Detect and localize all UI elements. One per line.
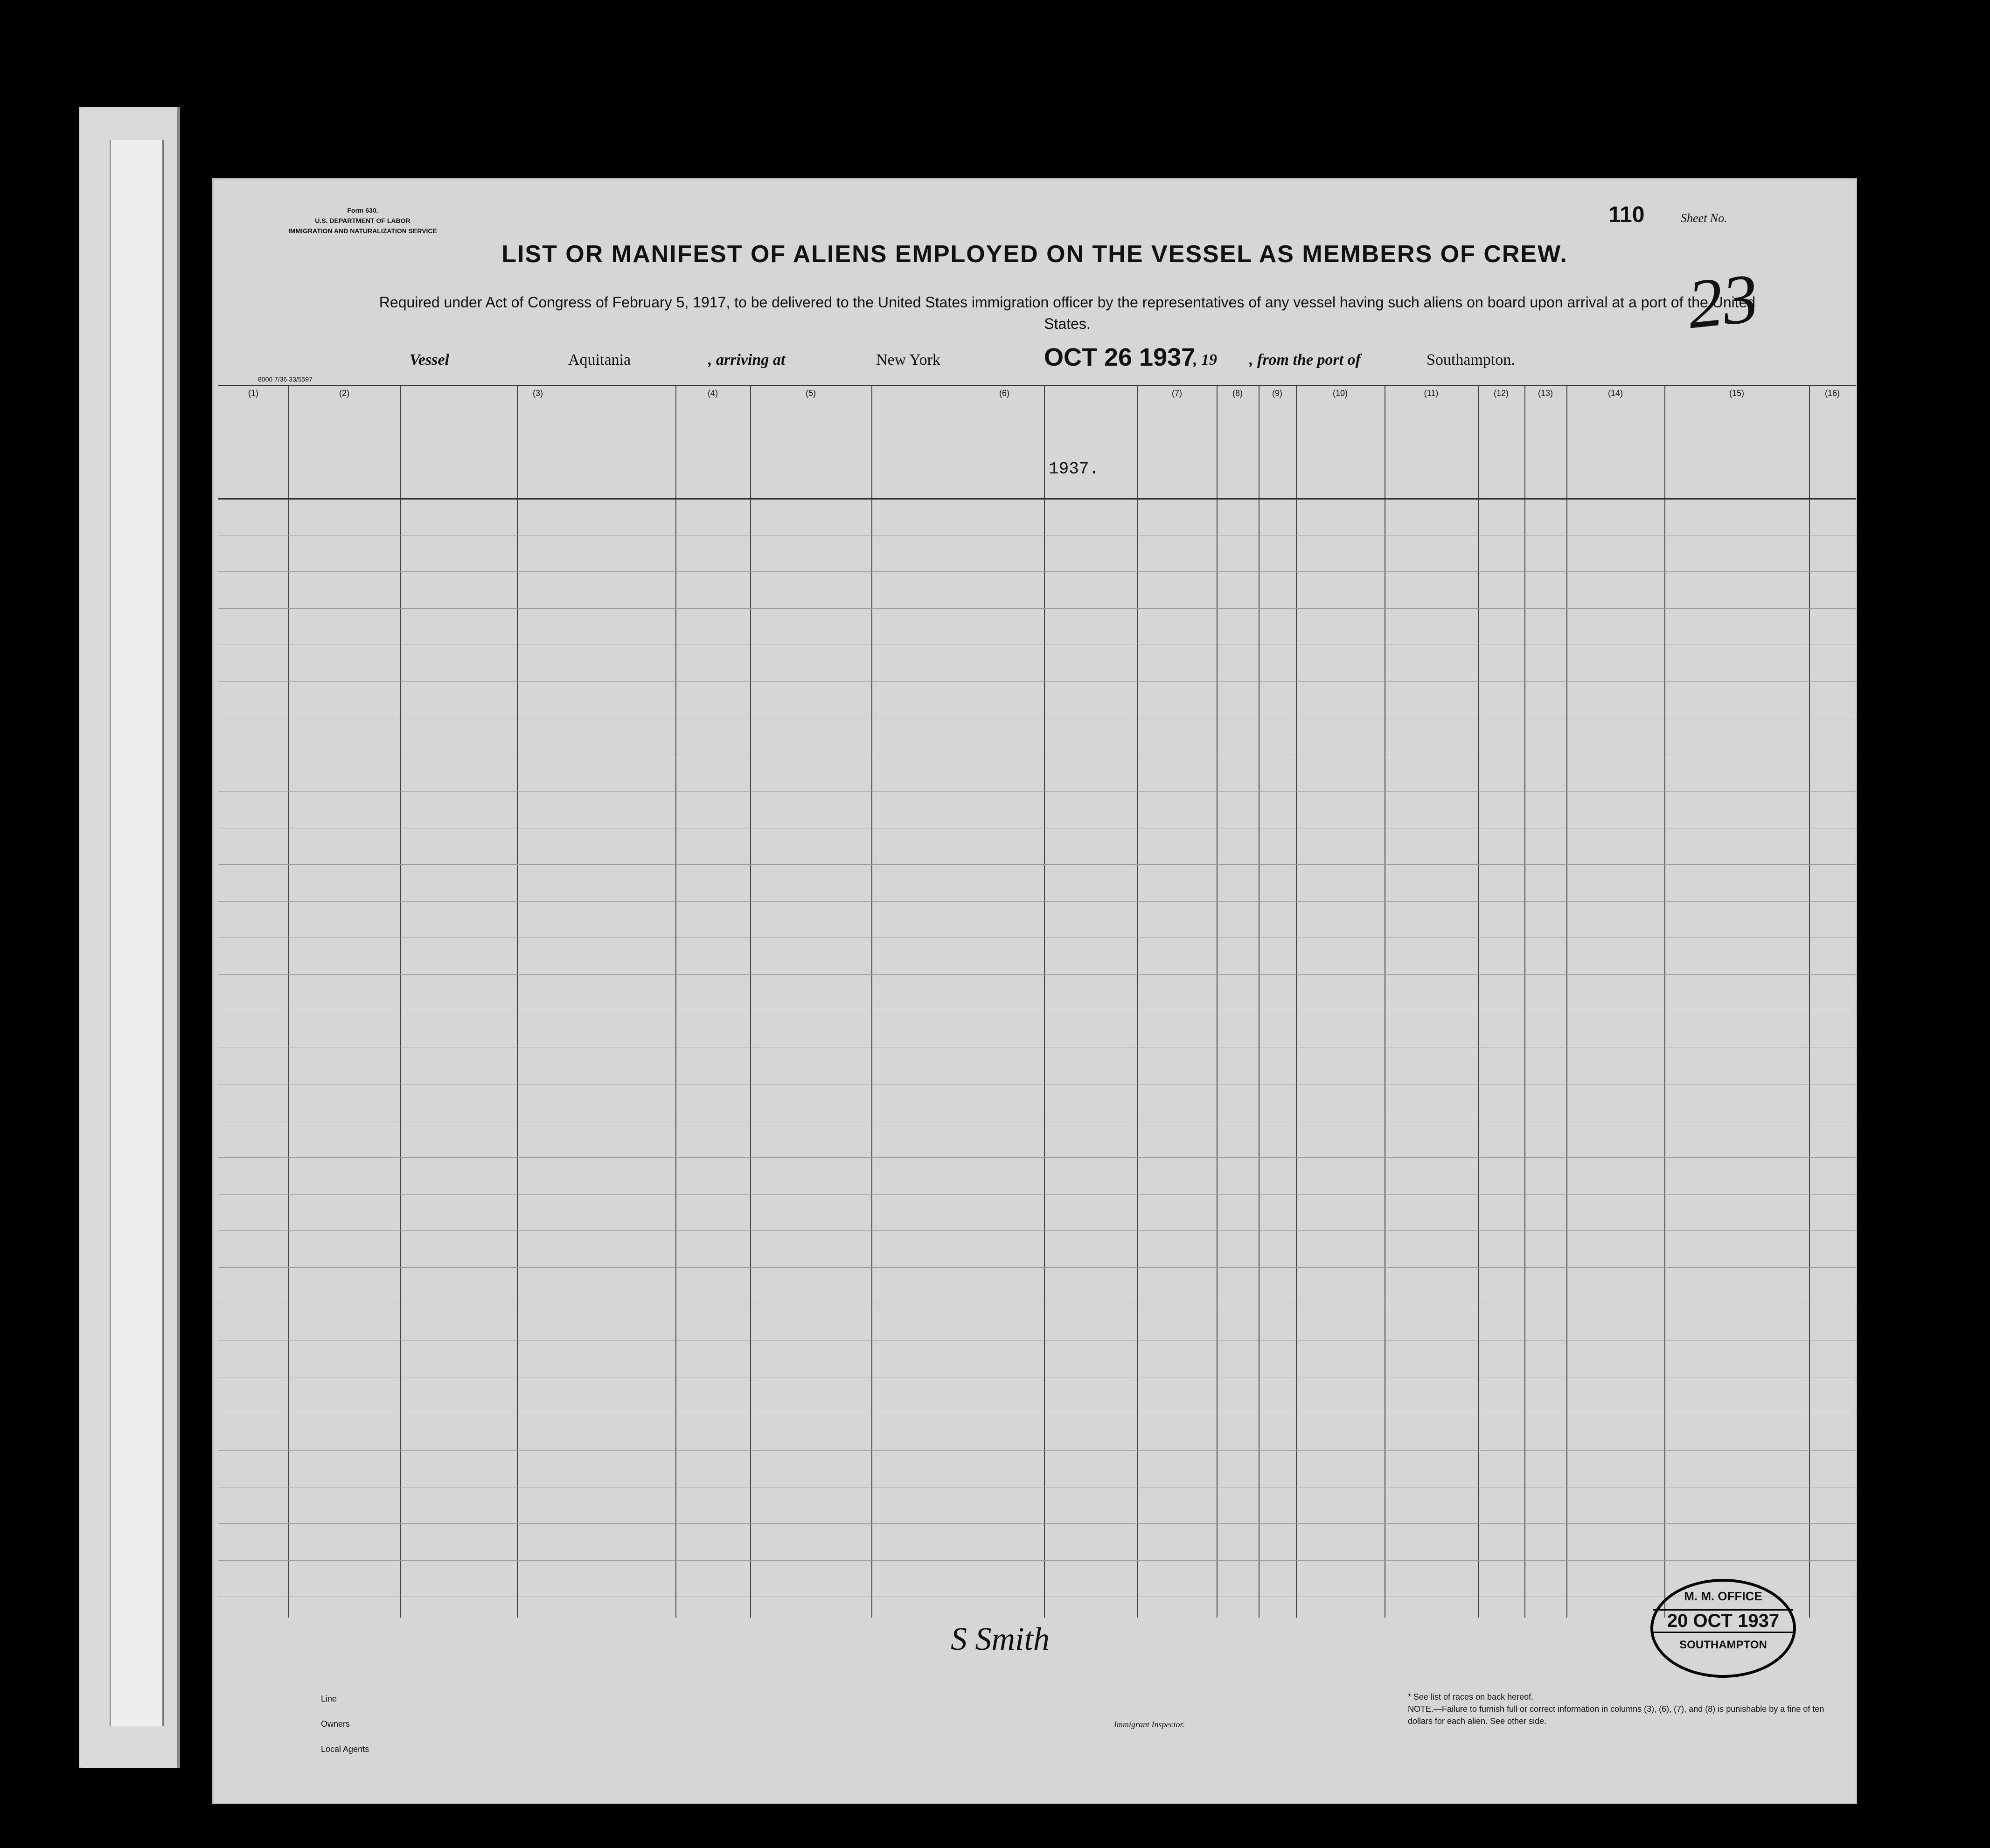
inspector-label: Immigrant Inspector. — [1114, 1720, 1184, 1729]
column-number: (4) — [708, 389, 718, 398]
row-rule — [218, 681, 1856, 682]
row-rule — [218, 1157, 1856, 1158]
from-label: , from the port of — [1249, 351, 1361, 368]
column-number: (1) — [248, 389, 258, 398]
column-divider — [1524, 386, 1525, 1618]
column-divider — [400, 386, 401, 1618]
column-number: (12) — [1493, 389, 1509, 398]
footer-note — [1408, 1691, 1828, 1727]
penalty-note: NOTE.—Failure to furnish full or correct information in columns (3), (6), (7), and (8) is punishable by a fine of ten dollars for each alien. See other side. — [1408, 1704, 1824, 1726]
manifest-sheet — [212, 178, 1857, 1804]
column-divider — [1044, 386, 1045, 1618]
inspector-signature: S Smith — [951, 1621, 1050, 1657]
vessel-label: Vessel — [410, 351, 449, 368]
row-rule — [218, 791, 1856, 792]
column-divider — [750, 386, 751, 1618]
column-divider — [1566, 386, 1567, 1618]
header-rule — [218, 498, 1856, 500]
column-number: (13) — [1538, 389, 1553, 398]
arriving-label: , arriving at — [708, 351, 786, 368]
row-rule — [218, 1450, 1856, 1451]
form-header — [288, 205, 437, 236]
form-number: Form 630. — [347, 207, 378, 214]
column-number: (14) — [1607, 389, 1623, 398]
agents-label: Local Agents — [321, 1744, 369, 1754]
stamp-top: M. M. OFFICE — [1684, 1589, 1762, 1603]
column-number: (11) — [1424, 389, 1439, 398]
crew-table — [218, 385, 1856, 1618]
service-name: IMMIGRATION AND NATURALIZATION SERVICE — [288, 227, 437, 235]
column-number: (2) — [339, 389, 349, 398]
vessel-name: Aquitania — [568, 351, 631, 368]
footer-labels — [321, 1686, 369, 1762]
column-divider — [675, 386, 676, 1618]
column-divider — [1478, 386, 1479, 1618]
column-number: (16) — [1824, 389, 1840, 398]
column-number: (6) — [999, 389, 1009, 398]
line-label: Line — [321, 1694, 337, 1703]
row-rule — [218, 571, 1856, 572]
column-divider — [517, 386, 518, 1618]
from-port: Southampton. — [1426, 351, 1515, 368]
sheet-label: Sheet No. — [1681, 211, 1727, 225]
row-rule — [218, 608, 1856, 609]
subtitle: Required under Act of Congress of February 5, 1917, to be delivered to the United States immigration officer by the representatives of any vessel having such aliens on board upon arrival at a port of the United States. — [379, 294, 1756, 332]
row-rule — [218, 1560, 1856, 1561]
row-rule — [218, 901, 1856, 902]
column-divider — [871, 386, 872, 1618]
paper-stack-inner — [110, 140, 164, 1726]
arrival-port: New York — [876, 351, 940, 368]
column-number: (7) — [1172, 389, 1182, 398]
department: U.S. DEPARTMENT OF LABOR — [315, 217, 411, 224]
column-number: (8) — [1232, 389, 1243, 398]
date-stamp: OCT 26 1937 — [1044, 343, 1196, 371]
row-rule — [218, 1230, 1856, 1231]
row-rule — [218, 974, 1856, 975]
column-divider — [1137, 386, 1138, 1618]
column-number: (10) — [1332, 389, 1348, 398]
print-code: 8000 7/36 33/5597 — [258, 375, 313, 383]
column-number: (5) — [806, 389, 816, 398]
races-note: * See list of races on back hereof. — [1408, 1692, 1534, 1702]
year-note: 1937. — [1049, 459, 1099, 479]
column-number: (15) — [1729, 389, 1744, 398]
year-label: , 19 — [1193, 351, 1217, 368]
column-number: (9) — [1272, 389, 1282, 398]
owners-label: Owners — [321, 1719, 350, 1729]
column-divider — [1217, 386, 1218, 1618]
column-divider — [1809, 386, 1810, 1618]
column-divider — [1664, 386, 1665, 1618]
column-divider — [288, 386, 289, 1618]
page-title: LIST OR MANIFEST OF ALIENS EMPLOYED ON THE VESSEL AS MEMBERS OF CREW. — [501, 241, 1568, 268]
sheet-number: 110 — [1608, 202, 1645, 227]
office-stamp — [1650, 1579, 1796, 1678]
column-divider — [1296, 386, 1297, 1618]
row-rule — [218, 1267, 1856, 1268]
stamp-date: 20 OCT 1937 — [1653, 1609, 1793, 1633]
stamp-bottom: SOUTHAMPTON — [1679, 1639, 1767, 1651]
column-number: (3) — [533, 389, 543, 398]
row-rule — [218, 1523, 1856, 1524]
row-rule — [218, 1194, 1856, 1195]
handwritten-mark: 23 — [1684, 259, 1762, 344]
row-rule — [218, 864, 1856, 865]
